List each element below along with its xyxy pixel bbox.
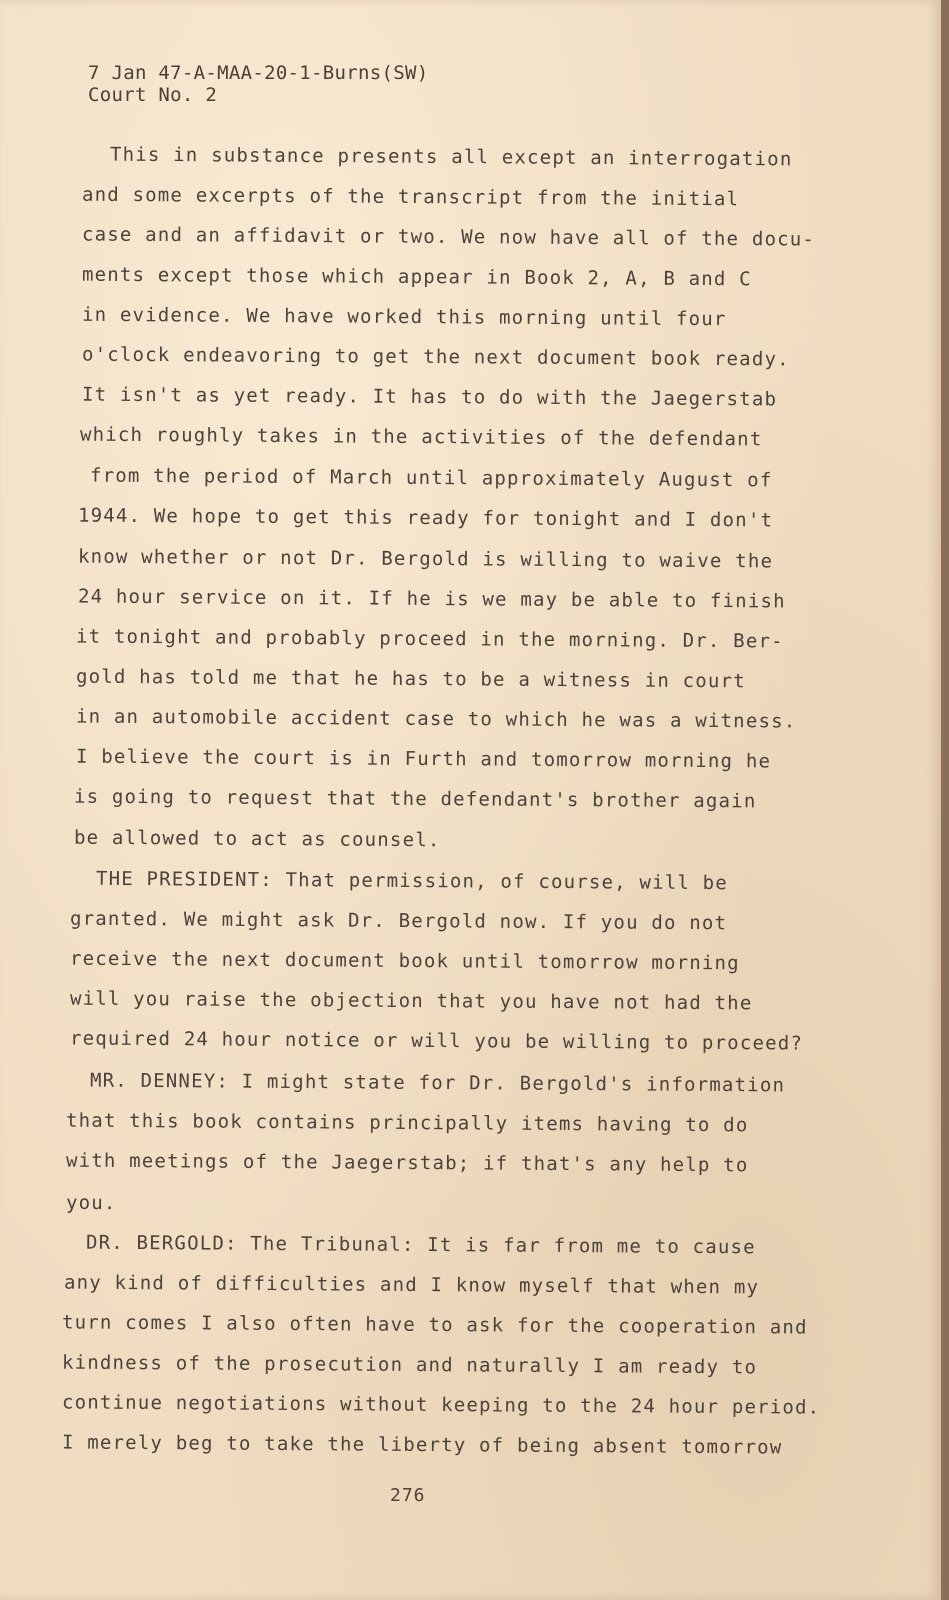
text-line: receive the next document book until tomorrow morning — [69, 947, 740, 975]
text-line: gold has told me that he has to be a witness in court — [75, 665, 746, 693]
text-line: any kind of difficulties and I know myself that when my — [63, 1271, 760, 1299]
text-line: in evidence. We have worked this morning until four — [81, 303, 727, 331]
text-line: in an automobile accident case to which he was a witness. — [75, 705, 797, 733]
text-line: o'clock endeavoring to get the next document book ready. — [81, 343, 790, 371]
text-line: know whether or not Dr. Bergold is willing to waive the — [77, 545, 774, 573]
text-line: required 24 hour notice or will you be willing to proceed? — [69, 1027, 804, 1055]
text-line: It isn't as yet ready. It has to do with the Jaegerstab — [81, 383, 778, 411]
document-header — [88, 62, 428, 106]
text-line: case and an affidavit or two. We now have all of the docu- — [81, 223, 816, 251]
text-line: THE PRESIDENT: That permission, of course, will be — [95, 867, 729, 895]
text-line: granted. We might ask Dr. Bergold now. If you do not — [69, 907, 728, 935]
text-line: will you raise the objection that you have not had the — [69, 987, 753, 1015]
case-reference: 7 Jan 47-A-MAA-20-1-Burns(SW) — [88, 62, 429, 84]
text-line: that this book contains principally items having to do — [65, 1109, 749, 1137]
page-number: 276 — [390, 1485, 426, 1506]
court-number: Court No. 2 — [88, 84, 218, 106]
text-line: I believe the court is in Furth and tomorrow morning he — [75, 745, 772, 773]
text-line: kindness of the prosecution and naturally I am ready to — [61, 1351, 758, 1379]
text-line: which roughly takes in the activities of the defendant — [79, 423, 763, 451]
text-line: and some excerpts of the transcript from the initial — [81, 183, 740, 211]
text-line: continue negotiations without keeping to the 24 hour period. — [61, 1391, 821, 1419]
text-line: This in substance presents all except an interrogation — [109, 143, 793, 171]
text-line: is going to request that the defendant's brother again — [73, 785, 757, 813]
text-line: be allowed to act as counsel. — [73, 826, 441, 852]
text-line: ments except those which appear in Book 2, A, B and C — [81, 263, 752, 291]
text-line: it tonight and probably proceed in the morning. Dr. Ber- — [75, 625, 784, 653]
text-line: turn comes I also often have to ask for the cooperation and — [61, 1311, 808, 1339]
text-line: MR. DENNEY: I might state for Dr. Bergold's information — [89, 1069, 786, 1097]
text-line: from the period of March until approximately August of — [89, 464, 773, 492]
text-line: 1944. We hope to get this ready for tonight and I don't — [77, 504, 774, 532]
text-line: 24 hour service on it. If he is we may be able to finish — [77, 585, 786, 613]
text-line: you. — [65, 1191, 117, 1215]
text-line: with meetings of the Jaegerstab; if that's any help to — [65, 1149, 749, 1177]
text-line: DR. BERGOLD: The Tribunal: It is far from me to cause — [85, 1231, 756, 1259]
text-line: I merely beg to take the liberty of being absent tomorrow — [61, 1431, 783, 1459]
page-edge — [941, 0, 949, 1600]
